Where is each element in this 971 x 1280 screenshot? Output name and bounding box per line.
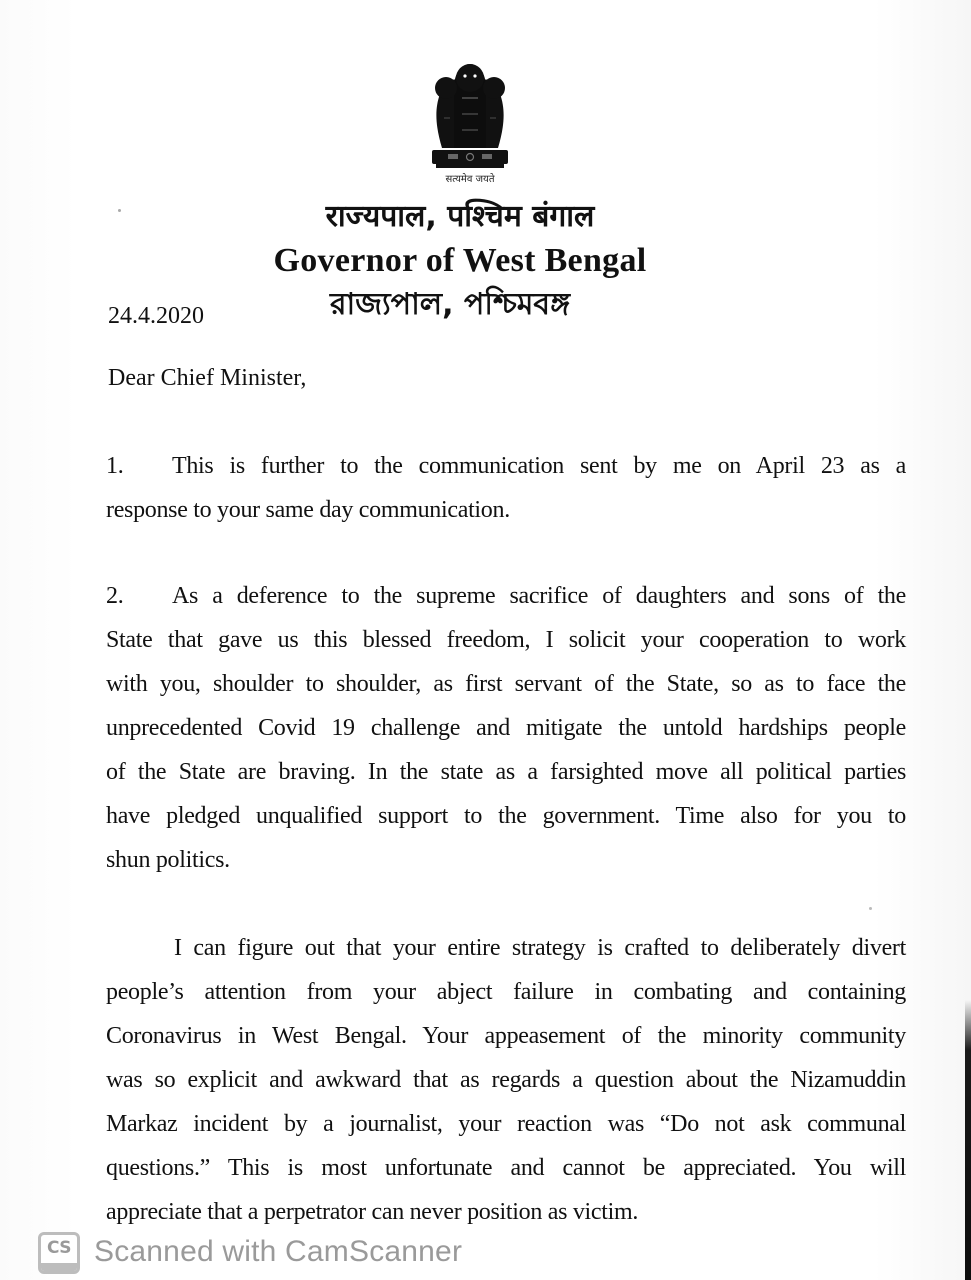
paragraph-line: people’s attention from your abject failure in combating and containing [106, 979, 906, 1005]
paragraph-1 [106, 444, 906, 532]
camscanner-logo-text: CS [46, 1238, 72, 1258]
page-edge-shadow [965, 1000, 971, 1280]
camscanner-logo-icon [38, 1232, 80, 1274]
letter-date: 24.4.2020 [108, 303, 204, 329]
paragraph-line: response to your same day communication. [106, 497, 510, 523]
paragraph-line: shun politics. [106, 847, 230, 873]
emblem-motto: सत्यमेव जयते [445, 174, 495, 185]
paragraph-text: As a deference to the supreme sacrifice of daughters and sons of the [172, 583, 906, 609]
paragraph-line: with you, shoulder to shoulder, as first servant of the State, so as to face the [106, 671, 906, 697]
scan-speck [869, 907, 872, 910]
paragraph-line [106, 574, 906, 618]
camscanner-logo-bar [41, 1263, 77, 1271]
paragraph-number: 1. [106, 453, 124, 479]
paragraph-line: Coronavirus in West Bengal. Your appeasement of the minority community [106, 1023, 906, 1049]
letterhead-title-english: Governor of West Bengal [273, 242, 647, 279]
paragraph-line [106, 444, 906, 488]
paragraph-text: This is further to the communication sent by me on April 23 as a [172, 453, 906, 479]
paragraph-number: 2. [106, 583, 124, 609]
letterhead-title-hindi: राज्यपाल, पश्चिम बंगाल [325, 199, 595, 234]
paragraph-2 [106, 574, 906, 882]
paragraph-line: Markaz incident by a journalist, your reaction was “Do not ask communal [106, 1111, 906, 1137]
paragraph-line: was so explicit and awkward that as regards a question about the Nizamuddin [106, 1067, 906, 1093]
paragraph-3 [106, 926, 906, 1234]
paragraph-line: unprecedented Covid 19 challenge and mitigate the untold hardships people [106, 715, 906, 741]
paragraph-line: appreciate that a perpetrator can never position as victim. [106, 1199, 639, 1225]
paragraph-line: State that gave us this blessed freedom, I solicit your cooperation to work [106, 627, 906, 653]
paragraph-line: questions.” This is most unfortunate and cannot be appreciated. You will [106, 1155, 906, 1181]
paragraph-line: have pledged unqualified support to the government. Time also for you to [106, 803, 906, 829]
paragraph-line: of the State are braving. In the state as a farsighted move all political parties [106, 759, 906, 785]
scan-speck [118, 209, 121, 212]
letter-salutation: Dear Chief Minister, [108, 365, 307, 391]
letterhead-title-bengali: রাজ্যপাল, পশ্চিমবঙ্গ [330, 287, 570, 322]
state-emblem-icon [418, 58, 522, 176]
camscanner-watermark-text: Scanned with CamScanner [94, 1235, 463, 1268]
paragraph-line: I can figure out that your entire strategy is crafted to deliberately divert [174, 935, 906, 961]
